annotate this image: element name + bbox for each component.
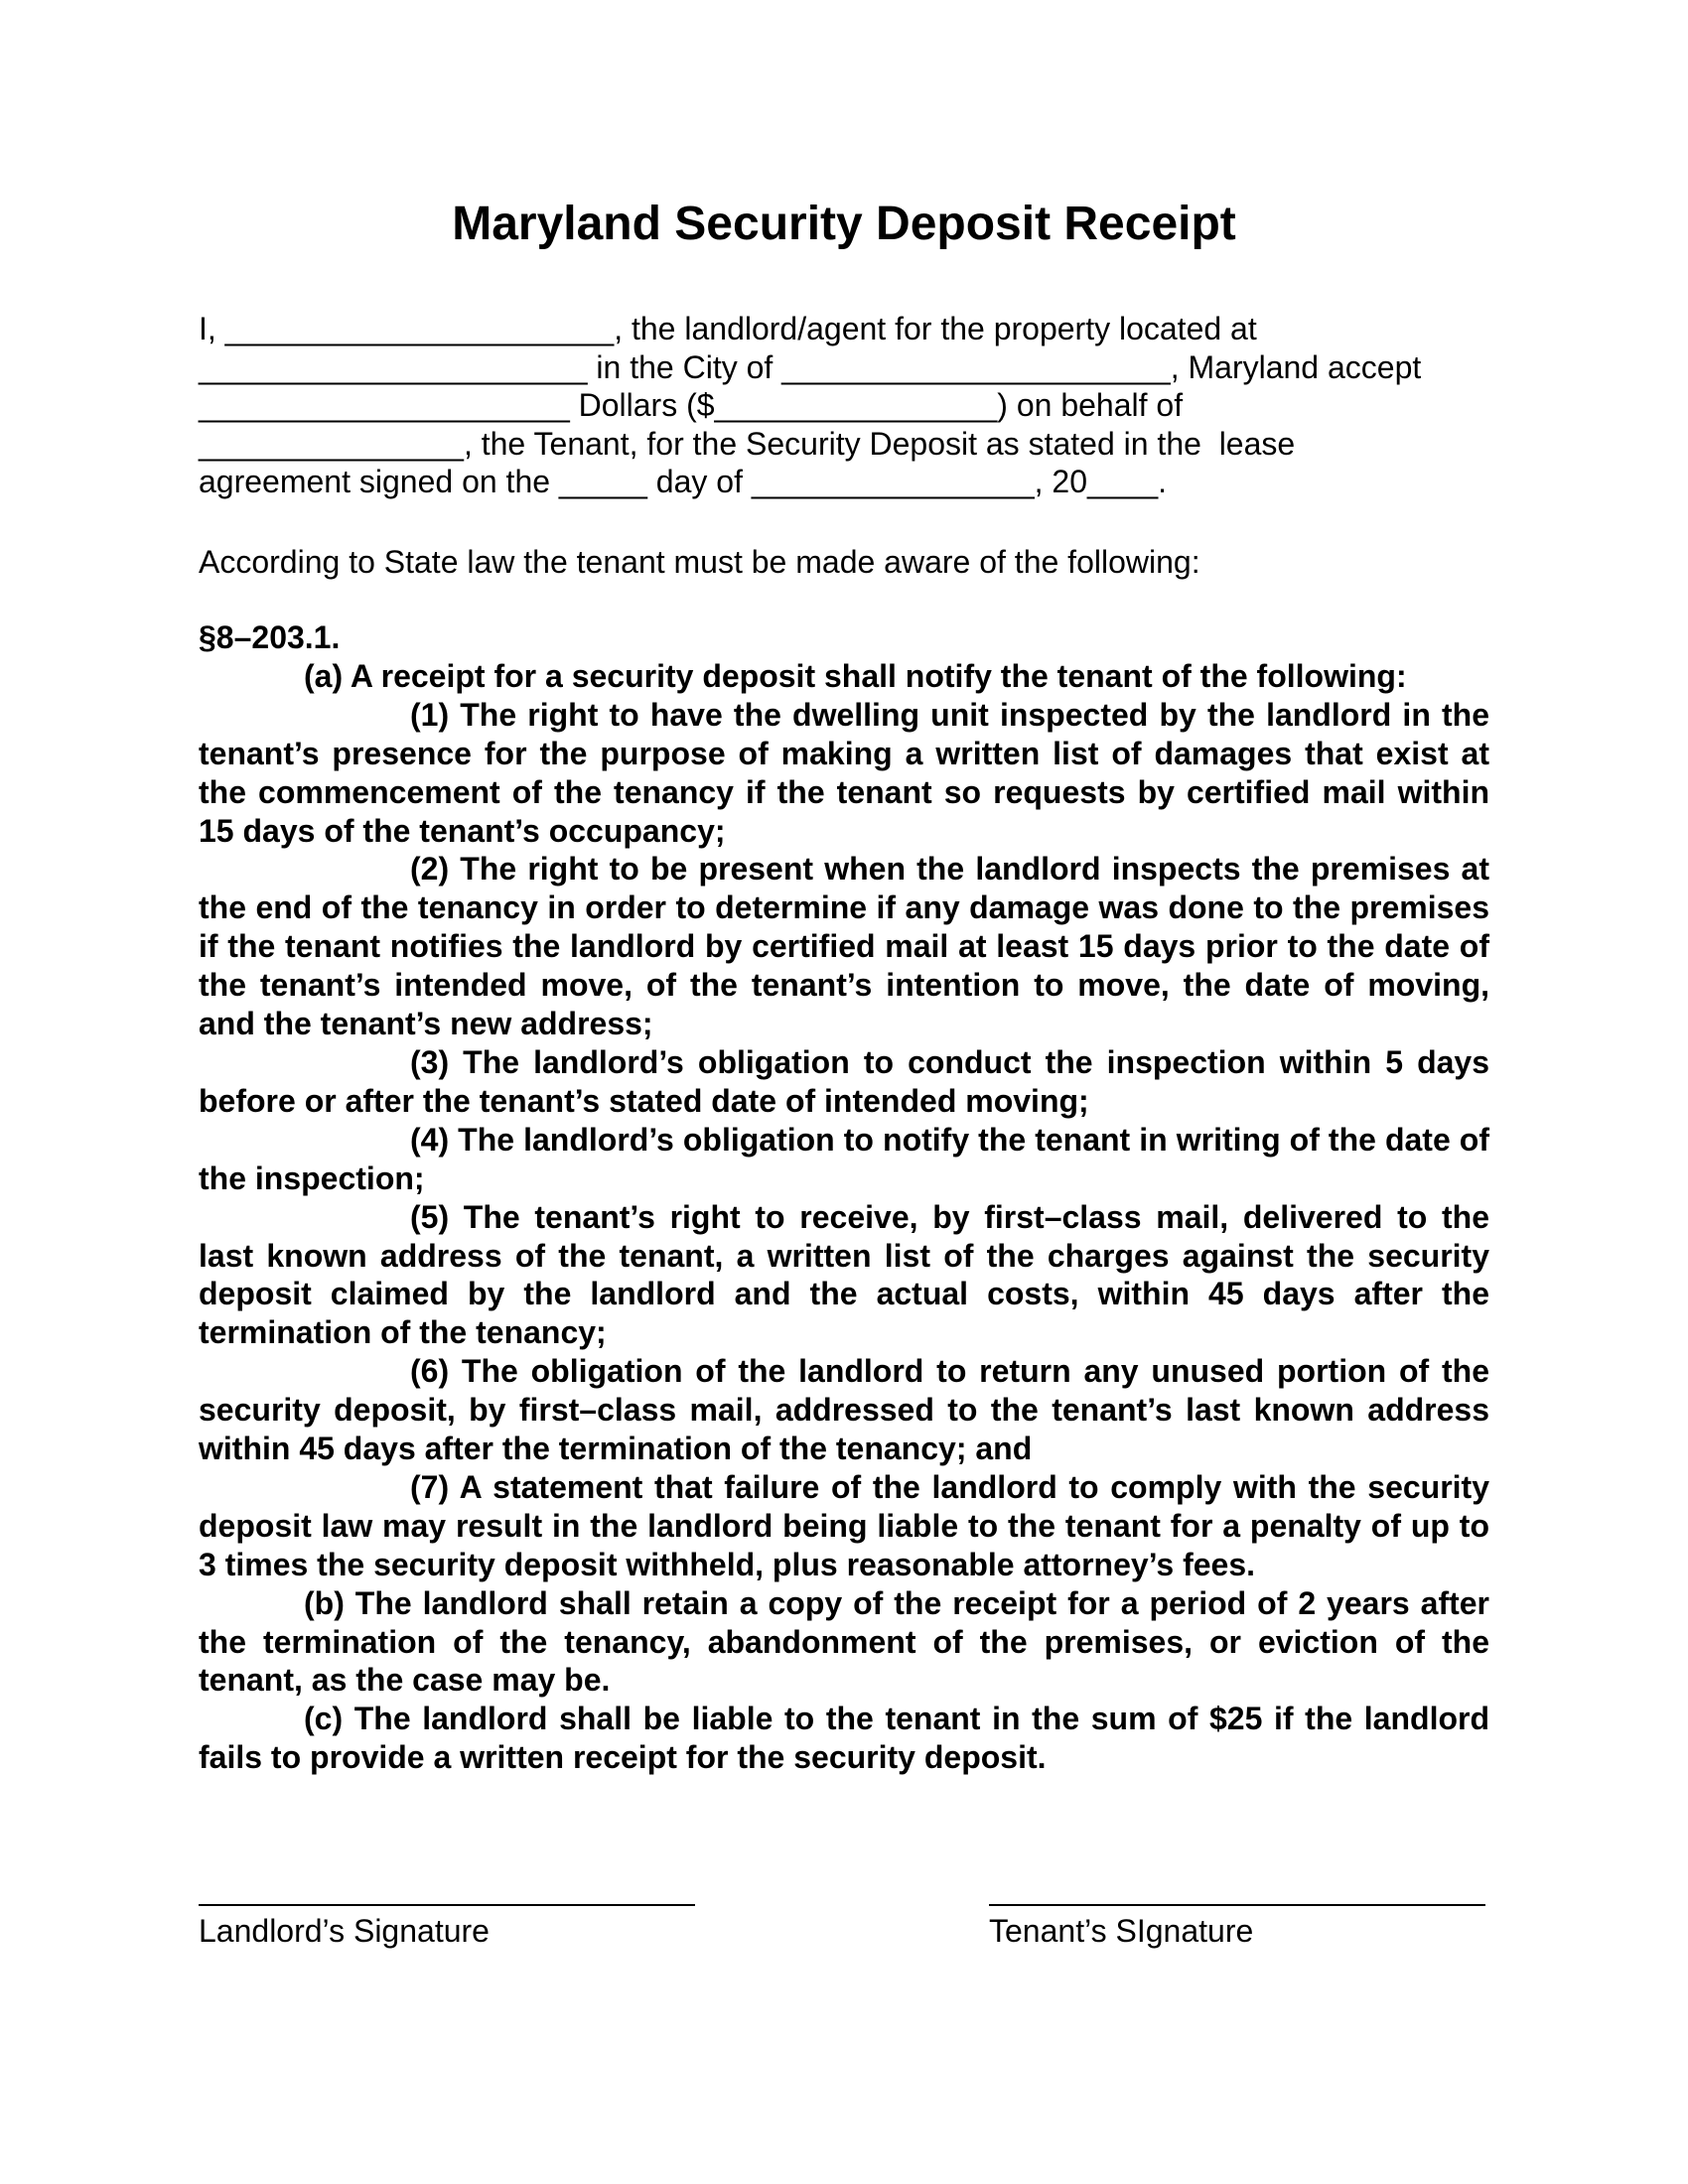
subsection-a-item-2: (2) The right to be present when the landlord inspects the premises at the end of the tenancy in order to determine if any damage was done to the premises if the tenant notifies the landlord by certified mail at least 15 days prior to the date of the tenant’s intended move, of the tenant’s intention to move, the date of moving, and the tenant’s new address; xyxy=(199,851,1489,1042)
subsection-a: (a) A receipt for a security deposit shall notify the tenant of the following: xyxy=(304,657,1407,694)
intro-line: agreement signed on the _____ day of ________________, 20____. xyxy=(199,464,1168,499)
subsection-a-item-7: (7) A statement that failure of the landlord to comply with the security deposit law may result in the landlord being liable to the tenant for a penalty of up to 3 times the security deposit withheld, plus reasonable attorney’s fees. xyxy=(199,1468,1489,1582)
intro-line: _______________, the Tenant, for the Security Deposit as stated in the lease xyxy=(199,425,1296,462)
subsection-a-item-3: (3) The landlord’s obligation to conduct the inspection within 5 days before or after the tenant’s stated date of intended moving; xyxy=(199,1043,1489,1119)
document-page xyxy=(199,0,1489,2184)
tenant-signature-block xyxy=(989,1904,1485,1950)
tenant-signature-line xyxy=(989,1904,1485,1906)
document-title: Maryland Security Deposit Receipt xyxy=(452,198,1236,250)
landlord-signature-line xyxy=(199,1904,695,1906)
subsection-c: (c) The landlord shall be liable to the tenant in the sum of $25 if the landlord fails to provide a written receipt for the security deposit. xyxy=(199,1701,1489,1776)
intro-line: I, ______________________, the landlord/agent for the property located at xyxy=(199,311,1257,346)
subsection-a-item-1: (1) The right to have the dwelling unit inspected by the landlord in the tenant’s presence for the purpose of making a written list of damages that exist at the commencement of the tenancy if the tenant so requests by certified mail within 15 days of the tenant’s occupancy; xyxy=(199,696,1489,849)
section-number: §8–203.1. xyxy=(199,619,341,655)
subsection-b: (b) The landlord shall retain a copy of the receipt for a period of 2 years after the termination of the tenancy, abandonment of the premises, or eviction of the tenant, as the case may be. xyxy=(199,1584,1489,1699)
intro-line: ______________________ in the City of ______________________, Maryland accept xyxy=(199,348,1422,385)
subsection-a-item-6: (6) The obligation of the landlord to return any unused portion of the security deposit, by first–class mail, addressed to the tenant’s last known address within 45 days after the termination of the tenancy; and xyxy=(199,1353,1489,1467)
intro-paragraph xyxy=(199,310,1489,501)
landlord-signature-block xyxy=(199,1904,695,1950)
subsection-a-item-4: (4) The landlord’s obligation to notify the tenant in writing of the date of the inspection; xyxy=(199,1121,1489,1196)
intro-line: _____________________ Dollars ($________________) on behalf of xyxy=(199,387,1184,423)
landlord-signature-label: Landlord’s Signature xyxy=(199,1913,490,1949)
notice-statement: According to State law the tenant must be made aware of the following: xyxy=(199,544,1200,580)
tenant-signature-label: Tenant’s SIgnature xyxy=(989,1913,1254,1949)
statute-text xyxy=(199,618,1489,1777)
subsection-a-item-5: (5) The tenant’s right to receive, by first–class mail, delivered to the last known address of the tenant, a written list of the charges against the security deposit claimed by the landlord and the actual costs, within 45 days after the termination of the tenancy; xyxy=(199,1198,1489,1351)
